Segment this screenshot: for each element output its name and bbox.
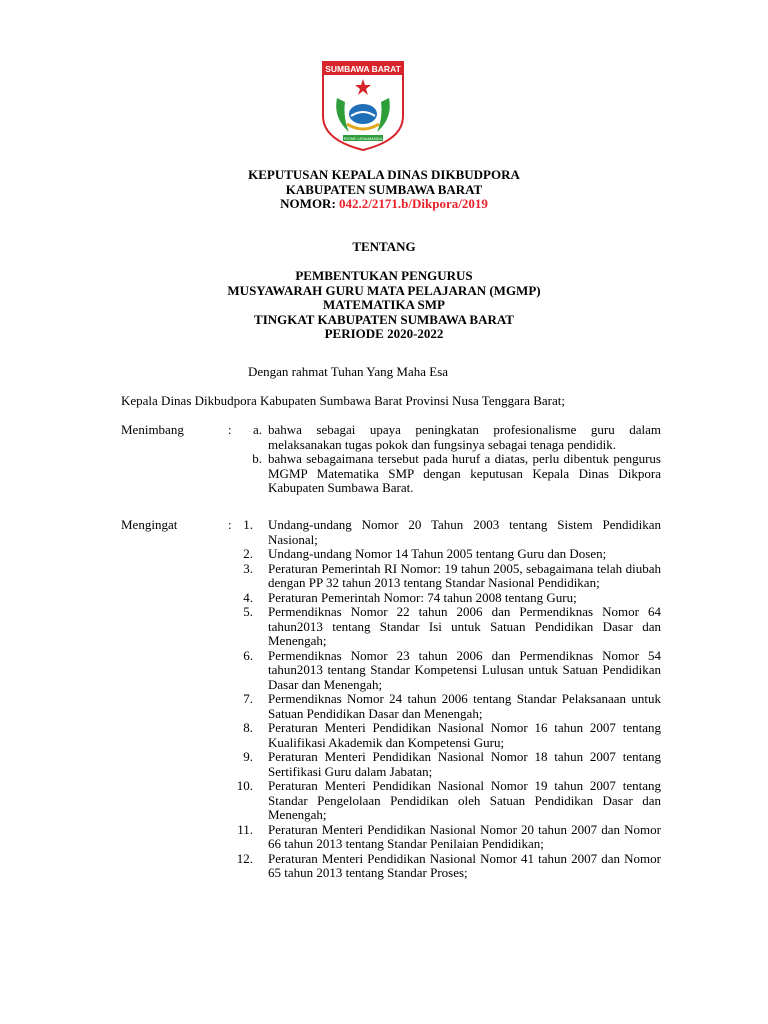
document-header — [0, 168, 768, 212]
mengingat-section — [121, 518, 661, 881]
item-text: Permendiknas Nomor 23 tahun 2006 dan Permendiknas Nomor 54 tahun2013 tentang Standar Kompetensi Lulusan untuk Satuan Pendidikan Dasar dan Menengah; — [268, 647, 661, 692]
menimbang-label: Menimbang — [121, 422, 184, 437]
sumbawa-barat-emblem — [319, 58, 407, 152]
menimbang-section — [121, 423, 661, 496]
item-number: 6. — [243, 647, 253, 663]
item-text: bahwa sebagai upaya peningkatan profesionalisme guru dalam melaksanakan tugas pokok dan fungsinya sebagai tenaga pendidik. — [268, 422, 661, 452]
tentang-line: TINGKAT KABUPATEN SUMBAWA BARAT — [254, 311, 514, 327]
list-item — [243, 647, 661, 693]
list-item — [243, 517, 661, 547]
item-text: Peraturan Pemerintah RI Nomor: 19 tahun 2005, sebagaimana telah diubah dengan PP 32 tahun 2013 tentang Standar Nasional Pendidikan; — [268, 560, 661, 590]
list-item — [236, 778, 661, 823]
item-text: Peraturan Pemerintah Nomor: 74 tahun 2008 tentang Guru; — [268, 589, 577, 605]
item-number: 4. — [243, 589, 253, 605]
invocation: Dengan rahmat Tuhan Yang Maha Esa — [248, 364, 449, 379]
header-nomor — [0, 197, 768, 212]
item-text: Undang-undang Nomor 14 Tahun 2005 tentang Guru dan Dosen; — [268, 546, 607, 561]
issuer-statement: Kepala Dinas Dikbudpora Kabupaten Sumbawa Barat Provinsi Nusa Tenggara Barat; — [121, 393, 565, 408]
item-number: 12. — [236, 850, 253, 866]
tentang-line: MATEMATIKA SMP — [323, 297, 445, 312]
item-text: Undang-undang Nomor 20 Tahun 2003 tentang Sistem Pendidikan Nasional; — [268, 517, 661, 547]
item-number: 2. — [243, 546, 253, 561]
item-number: 1. — [243, 517, 253, 532]
item-number: 10. — [236, 778, 253, 793]
item-text: Peraturan Menteri Pendidikan Nasional Nomor 18 tahun 2007 tentang Sertifikasi Guru dalam Jabatan; — [268, 749, 661, 779]
list-item — [243, 604, 661, 649]
item-number: 3. — [243, 560, 253, 576]
list-item — [243, 546, 661, 562]
nomor-value: 042.2/2171.b/Dikpora/2019 — [339, 196, 488, 211]
item-number: 5. — [243, 604, 253, 619]
emblem-motto-text: PIONE LENAMANDA — [343, 136, 383, 141]
mengingat-label: Mengingat — [121, 517, 178, 532]
item-number: 7. — [243, 691, 253, 706]
item-text: Permendiknas Nomor 22 tahun 2006 dan Permendiknas Nomor 64 tahun2013 tentang Standar Isi untuk Satuan Pendidikan Dasar dan Menengah; — [268, 604, 661, 648]
menimbang-colon: : — [228, 422, 232, 437]
tentang-title — [0, 269, 768, 342]
list-item — [237, 821, 661, 852]
item-number: 11. — [237, 821, 253, 837]
tentang-line: PEMBENTUKAN PENGURUS — [295, 268, 473, 283]
item-number: 8. — [243, 720, 253, 735]
item-marker: a. — [252, 422, 262, 437]
list-item — [243, 589, 661, 606]
mengingat-colon: : — [228, 517, 232, 532]
list-item — [251, 452, 661, 496]
item-text: Peraturan Menteri Pendidikan Nasional Nomor 20 tahun 2007 dan Nomor 66 tahun 2013 tentang Standar Penilaian Pendidikan; — [268, 821, 661, 851]
list-item — [243, 560, 661, 591]
list-item — [236, 850, 661, 881]
tentang-label: TENTANG — [352, 239, 416, 254]
list-item — [243, 720, 661, 750]
item-number: 9. — [243, 749, 253, 764]
tentang-line: PERIODE 2020-2022 — [324, 326, 444, 341]
item-text: Peraturan Menteri Pendidikan Nasional Nomor 41 tahun 2007 dan Nomor 65 tahun 2013 tentang Standar Proses; — [268, 850, 661, 880]
item-text: Permendiknas Nomor 24 tahun 2006 tentang Standar Pelaksanaan untuk Satuan Pendidikan Dasar dan Menengah; — [268, 691, 661, 721]
list-item — [243, 691, 661, 721]
item-text: Peraturan Menteri Pendidikan Nasional Nomor 16 tahun 2007 tentang Kualifikasi Akademik dan Kompetensi Guru; — [268, 720, 661, 750]
item-text: bahwa sebagaimana tersebut pada huruf a diatas, perlu dibentuk pengurus MGMP Matematika SMP dengan keputusan Kepala Dinas Dikpora Kabupaten Sumbawa Barat. — [268, 451, 661, 495]
header-line-1: KEPUTUSAN KEPALA DINAS DIKBUDPORA — [248, 167, 520, 182]
list-item — [251, 423, 661, 452]
list-item — [243, 749, 661, 779]
nomor-label: NOMOR: — [280, 196, 336, 211]
tentang-line: MUSYAWARAH GURU MATA PELAJARAN (MGMP) — [227, 282, 541, 298]
item-marker: b. — [252, 451, 262, 466]
header-line-2: KABUPATEN SUMBAWA BARAT — [285, 181, 483, 197]
emblem-banner-text: SUMBAWA BARAT — [325, 64, 401, 74]
item-text: Peraturan Menteri Pendidikan Nasional Nomor 19 tahun 2007 tentang Standar Pengelolaan Pendidikan oleh Satuan Pendidikan Dasar dan Menengah; — [268, 778, 661, 822]
